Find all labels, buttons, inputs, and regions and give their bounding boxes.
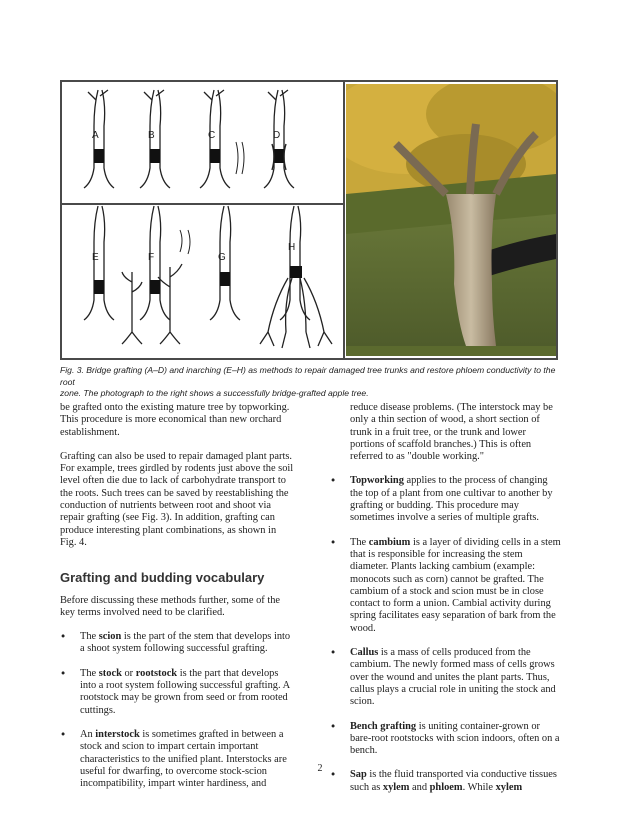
term-sap: Sap bbox=[350, 769, 367, 781]
label-h: H bbox=[288, 242, 296, 253]
grafting-illustrations bbox=[62, 82, 343, 358]
tree-e-drawing bbox=[84, 206, 114, 320]
bullet-icon: • bbox=[60, 728, 67, 741]
bullet-icon: • bbox=[330, 769, 337, 782]
label-g: G bbox=[218, 252, 226, 263]
list-item-callus: • Callus is a mass of cells produced from the cambium. The newly formed mass of cells grows over the wound and unites the plant parts. Thus, callus plays a crucial role in uniting the stock and scion. bbox=[330, 647, 556, 708]
tree-a-drawing bbox=[84, 90, 114, 188]
term-stock: stock bbox=[98, 667, 122, 679]
label-e: E bbox=[92, 252, 99, 263]
term-cambium: cambium bbox=[368, 536, 411, 548]
paragraph-repair-grafting: Grafting can also be used to repair damaged plant parts. For example, trees girdled by rodents just above the soil level often die due to lack of carbohydrate transport to the roots. Such trees can be saved by reestablishing the conduction of nutrients between root and shoot via repair grafting (see Fig. 3). In addition, grafting can produce interesting plant combinations, as shown in Fig. 4. bbox=[60, 450, 294, 548]
figure-3 bbox=[60, 80, 558, 360]
figure-divider-vertical bbox=[343, 82, 345, 358]
caption-line-2: zone. The photograph to the right shows a successfully bridge-grafted apple tree. bbox=[60, 388, 369, 398]
term-bench-grafting: Bench grafting bbox=[350, 720, 417, 732]
bullet-icon: • bbox=[330, 536, 337, 549]
tree-b-drawing bbox=[140, 90, 170, 188]
list-item-bench-grafting: • Bench grafting is uniting container-grown or bare-root rootstocks with scion indoors, often on a bench. bbox=[330, 720, 560, 757]
term-interstock: interstock bbox=[95, 728, 140, 740]
term-xylem-2: xylem bbox=[495, 781, 523, 793]
figure-caption bbox=[60, 365, 560, 400]
tree-h-drawing bbox=[260, 206, 332, 348]
list-item-stock: • The stock or rootstock is the part that develops into a root system following successful grafting. A rootstock may be grown from seed or from rooted cuttings. bbox=[60, 667, 290, 716]
label-a: A bbox=[92, 130, 99, 141]
bullet-icon: • bbox=[330, 647, 337, 660]
paragraph-interstock-continued: reduce disease problems. (The interstock may be only a thin section of wood, a short section of trunk in a fruit tree, or the trunk and lower portions of scaffold branches.) This is often referred to as "double working." bbox=[350, 402, 553, 463]
paragraph-intro-vocabulary: Before discussing these methods further, some of the key terms involved need to be clarified. bbox=[60, 594, 281, 618]
term-xylem: xylem bbox=[382, 781, 410, 793]
right-column bbox=[330, 402, 562, 794]
tree-c-drawing bbox=[200, 90, 244, 188]
section-heading: Grafting and budding vocabulary bbox=[60, 570, 265, 586]
list-item-scion: • The scion is the part of the stem that develops into a shoot system following successful grafting. bbox=[60, 631, 291, 655]
list-item-sap: • Sap is the fluid transported via conductive tissues such as xylem and phloem. While xylem bbox=[330, 769, 557, 793]
figure-divider-horizontal bbox=[62, 203, 343, 205]
tree-f-drawing bbox=[122, 206, 182, 344]
tree-g-drawing bbox=[180, 206, 240, 320]
label-c: C bbox=[208, 130, 216, 141]
paragraph-topworking: be grafted onto the existing mature tree by topworking. This procedure is more economical than new orchard establishment. bbox=[60, 402, 290, 438]
term-rootstock: rootstock bbox=[135, 667, 178, 679]
bullet-icon: • bbox=[60, 631, 67, 644]
bullet-icon: • bbox=[330, 475, 337, 488]
term-callus: Callus bbox=[350, 647, 379, 659]
list-item-topworking: • Topworking applies to the process of changing the top of a plant from one cultivar to another by grafting or budding. This procedure may sometimes involve a series of multiple grafts. bbox=[330, 475, 553, 524]
label-b: B bbox=[148, 130, 155, 141]
term-topworking: Topworking bbox=[350, 475, 404, 487]
page-number: 2 bbox=[317, 763, 323, 774]
list-item-cambium: • The cambium is a layer of dividing cells in a stem that is responsible for increasing the stem diameter. Plants lacking cambium (example: monocots such as corn) cannot be grafted. The cambium of a stock and scion must be in close contact to form a union. Cambial activity during spring facilitates easy separation of bark from the wood. bbox=[330, 536, 561, 634]
caption-line-1: Fig. 3. Bridge grafting (A–D) and inarching (E–H) as methods to repair damaged tree trunks and restore phloem conductivity to the root bbox=[60, 365, 556, 387]
left-column bbox=[60, 402, 295, 790]
list-item-interstock: • An interstock is sometimes grafted in between a stock and scion to impart certain important characteristics to the unified plant. Interstocks are useful for dwarfing, to overcome stock-scion incompatibility, impart winter hardiness, and bbox=[60, 728, 287, 790]
list-item-interstock-continued bbox=[330, 402, 562, 463]
term-scion: scion bbox=[98, 631, 122, 643]
label-f: F bbox=[148, 252, 155, 263]
grafted-apple-tree-photo bbox=[346, 84, 556, 356]
bullet-icon: • bbox=[330, 720, 337, 733]
term-phloem: phloem bbox=[429, 781, 463, 793]
bullet-icon: • bbox=[60, 667, 67, 680]
label-d: D bbox=[273, 130, 281, 141]
